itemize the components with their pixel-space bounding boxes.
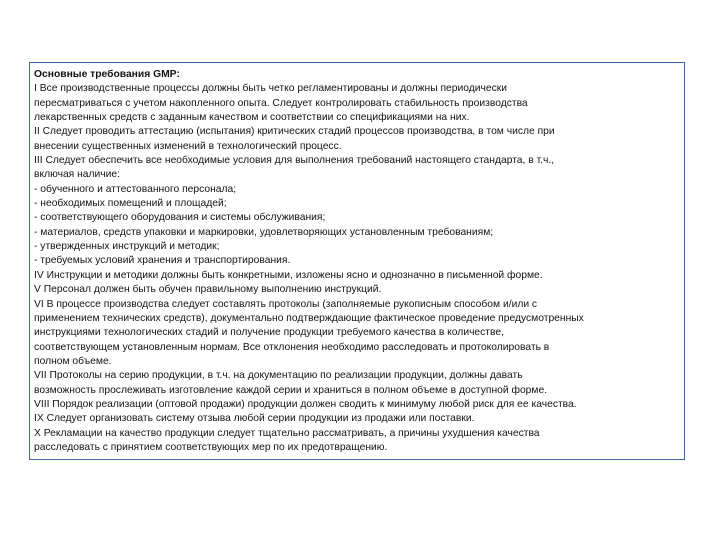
document-line: - требуемых условий хранения и транспортирования.: [34, 255, 291, 267]
document-line: возможность прослеживать изготовление каждой серии и храниться в полном объеме в доступной форме.: [34, 384, 548, 396]
document-line: III Следует обеспечить все необходимые условия для выполнения требований настоящего стандарта, в т.ч.,: [34, 155, 555, 167]
document-line: I Все производственные процессы должны быть четко регламентированы и должны периодически: [34, 83, 508, 95]
document-line: V Персонал должен быть обучен правильному выполнению инструкций.: [34, 284, 382, 296]
document-line: VIII Порядок реализации (оптовой продажи) продукции должен сводить к минимуму любой риск для ее качества.: [34, 398, 577, 410]
document-line: - утвержденных инструкций и методик;: [34, 241, 220, 253]
document-box: [29, 62, 685, 460]
document-line: IX Следует организовать систему отзыва любой серии продукции из продажи или поставки.: [34, 413, 475, 425]
document-line: применением технических средств), документально подтверждающие фактическое проведение предусмотренных: [34, 312, 584, 324]
document-line: IV Инструкции и методики должны быть конкретными, изложены ясно и однозначно в письменной форме.: [34, 269, 543, 281]
document-line: - обученного и аттестованного персонала;: [34, 183, 237, 195]
document-line: - соответствующего оборудования и системы обслуживания;: [34, 212, 326, 224]
document-line: инструкциями технологических стадий и получение продукции требуемого качества в количестве,: [34, 327, 504, 339]
document-line: VI В процессе производства следует составлять протоколы (заполняемые рукописным способом и/или с: [34, 298, 538, 310]
document-line: - материалов, средств упаковки и маркировки, удовлетворяющих установленным требованиям;: [34, 226, 494, 238]
document-line: пересматриваться с учетом накопленного опыта. Следует контролировать стабильность производства: [34, 97, 528, 109]
document-line: включая наличие:: [34, 169, 121, 181]
document-line: II Следует проводить аттестацию (испытания) критических стадий процессов производства, в том числе при: [34, 126, 555, 138]
document-line: X Рекламации на качество продукции следует тщательно рассматривать, а причины ухудшения качества: [34, 427, 540, 439]
document-line: внесении существенных изменений в технологический процесс.: [34, 140, 342, 152]
document-heading: Основные требования GMP:: [34, 69, 180, 80]
document-line: полном объеме.: [34, 355, 112, 367]
document-text: [34, 68, 681, 455]
document-line: расследовать с принятием соответствующих мер по их предотвращению.: [34, 441, 388, 453]
document-line: лекарственных средств с заданным качеством и соответствии со спецификациями на них.: [34, 112, 470, 124]
document-line: соответствующем установленным нормам. Все отклонения необходимо расследовать и протоколировать в: [34, 341, 550, 353]
document-line: VII Протоколы на серию продукции, в т.ч. на документацию по реализации продукции, должны давать: [34, 370, 523, 382]
document-line: - необходимых помещений и площадей;: [34, 198, 227, 210]
